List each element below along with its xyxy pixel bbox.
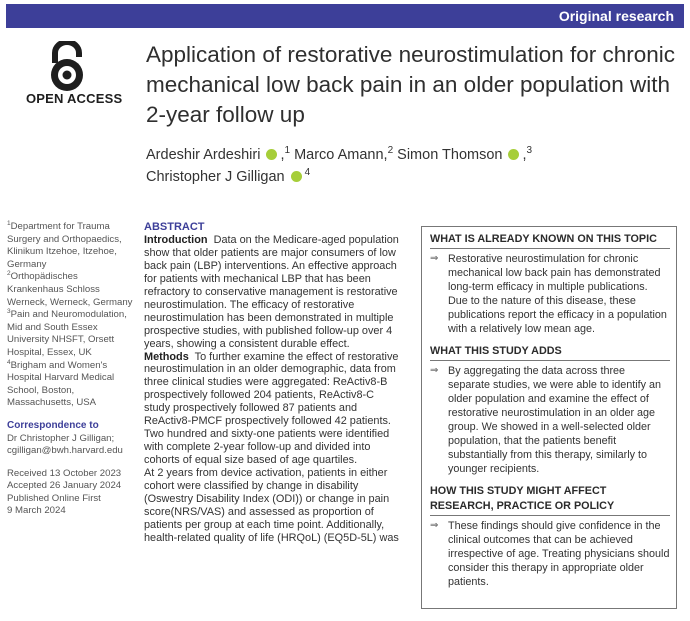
- published-label: Published Online First: [7, 492, 101, 504]
- author-name[interactable]: Ardeshir Ardeshiri: [146, 147, 261, 163]
- published-date: 9 March 2024: [7, 505, 66, 517]
- correspondence-email[interactable]: cgilligan@bwh.harvard.edu: [7, 445, 123, 457]
- affiliation-number: 3: [526, 145, 533, 157]
- arrow-icon: ⇒: [430, 365, 439, 376]
- author-list: Ardeshir Ardeshiri ,$^1$ Marco Amann,$^2$ Simon Thomson ,$^3$ Christopher J Gilligan $^4$: [146, 145, 533, 185]
- abstract-introduction: Introduction Data on the Medicare-aged population show that older patients are major consumers of low back pain (LBP) interventions. An effective approach for patients with mechanical LBP that has been refractory to conservative management is restorative neurostimulation. The efficacy of restorative neurostimulation has been demonstrated in multiple prospective studies, with published follow-up over 4 years, showing a consistent durable effect.: [144, 233, 399, 350]
- adds-item: ⇒ By aggregating the data across three separate studies, we were able to identify an older population and examine the effect of restorative neurostimulation in an older age group. We showed in a well-selected older population, that the patients benefit substantially from this therapy, similarly to younger recipients.: [430, 365, 662, 475]
- affiliation-number: 4: [304, 167, 311, 179]
- affiliation: $^2$Orthopädisches Krankenhaus Schloss Werneck, Werneck, Germany: [7, 270, 133, 308]
- open-access-lock-icon: [38, 41, 96, 93]
- abstract-paragraph: Two hundred and sixty-one patients were identified with complete 2-year follow-up and divided into cohorts of equal size based of age quartiles.: [144, 428, 390, 467]
- abstract-paragraph: At 2 years from device activation, patients in either cohort were classified by change in disability (Oswestry Disability Index (ODI)) or change in pain score(NRS/VAS) and assessed as proportion of patients per group at each time point. Additionally, health-related quality of life (HRQoL) (EQ5D-5L) was: [144, 467, 399, 544]
- article-title: Application of restorative neurostimulation for chronic mechanical low back pain in an older population with 2-year follow up: [146, 42, 676, 127]
- article-dates: [7, 468, 135, 518]
- abstract: [144, 221, 402, 545]
- key-messages-box: [421, 226, 677, 609]
- impact-heading: HOW THIS STUDY MIGHT AFFECT RESEARCH, PRACTICE OR POLICY: [430, 484, 670, 516]
- arrow-icon: ⇒: [430, 253, 439, 264]
- received-date: Received 13 October 2023: [7, 467, 122, 479]
- abstract-methods: Methods To further examine the effect of restorative neurostimulation in an older demographic, data from three clinical studies were aggregated: ReActiv8-B prospectively followed 204 patients, ReActiv8-C study prospectively followed 87 patients and ReActiv8-PMCF prospectively followed 42 patients.: [144, 350, 399, 428]
- author-name[interactable]: Marco Amann: [294, 147, 384, 163]
- affiliation-number: 1: [284, 145, 291, 157]
- open-access-label: OPEN ACCESS: [26, 91, 123, 106]
- affiliation: $^3$Pain and Neuromodulation, Mid and South Essex University NHSFT, Orsett Hospital, Essex, UK: [7, 307, 127, 358]
- section-label: Original research: [558, 8, 674, 24]
- accepted-date: Accepted 26 January 2024: [7, 480, 122, 492]
- correspondence-name: Dr Christopher J Gilligan;: [7, 432, 115, 444]
- orcid-icon[interactable]: [266, 149, 277, 160]
- known-item: ⇒ Restorative neurostimulation for chronic mechanical low back pain has demonstrated long-term efficacy in multiple publications. Due to the nature of this disease, these publications report the efficacy in a population with a relatively low mean age.: [430, 253, 667, 335]
- affiliations-sidebar: [7, 221, 135, 518]
- affiliation-number: 2: [387, 145, 394, 157]
- author-name[interactable]: Christopher J Gilligan: [146, 169, 285, 185]
- correspondence-heading: Correspondence to: [7, 419, 99, 431]
- affiliation: $^1$Department for Trauma Surgery and Orthopaedics, Klinikum Itzehoe, Itzehoe, Germany: [7, 219, 122, 270]
- impact-item: ⇒ These findings should give confidence in the clinical outcomes that can be achieved irrespective of age. Treating physicians should consider this therapy in appropriate older patients.: [430, 520, 670, 588]
- adds-heading: WHAT THIS STUDY ADDS: [430, 344, 670, 361]
- abstract-heading: ABSTRACT: [144, 221, 205, 233]
- known-heading: WHAT IS ALREADY KNOWN ON THIS TOPIC: [430, 232, 670, 249]
- affiliation: $^4$Brigham and Women's Hospital Harvard Medical School, Boston, Massachusetts, USA: [7, 358, 115, 409]
- orcid-icon[interactable]: [291, 171, 302, 182]
- arrow-icon: ⇒: [430, 520, 439, 531]
- orcid-icon[interactable]: [508, 149, 519, 160]
- section-banner: [6, 4, 684, 28]
- author-name[interactable]: Simon Thomson: [397, 147, 503, 163]
